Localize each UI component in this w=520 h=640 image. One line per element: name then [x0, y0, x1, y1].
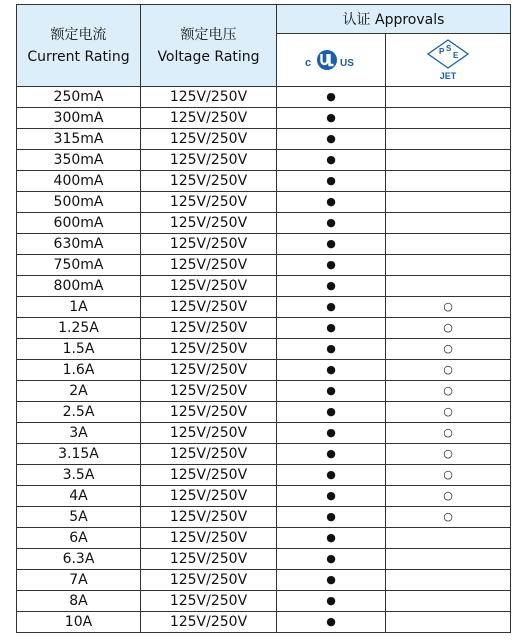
pse-approval-cell — [386, 150, 511, 171]
table-row — [17, 255, 511, 276]
voltage-rating-cell: 125V/250V — [141, 360, 277, 381]
cul-us-approval-cell: ● — [277, 108, 386, 129]
cul-us-approval-cell: ● — [277, 234, 386, 255]
cul-us-approval-cell: ● — [277, 528, 386, 549]
cul-us-letters: US — [340, 58, 354, 69]
voltage-rating-cell: 125V/250V — [141, 528, 277, 549]
table-row — [17, 192, 511, 213]
table-row — [17, 465, 511, 486]
pse-approval-cell: ○ — [386, 297, 511, 318]
cul-us-approval-cell: ● — [277, 360, 386, 381]
pse-approval-cell: ○ — [386, 360, 511, 381]
cul-us-approval-cell: ● — [277, 339, 386, 360]
voltage-rating-cell: 125V/250V — [141, 486, 277, 507]
current-rating-cell: 7A — [17, 570, 141, 591]
pse-jet-header — [386, 34, 511, 87]
voltage-rating-cell: 125V/250V — [141, 339, 277, 360]
cul-us-approval-cell: ● — [277, 381, 386, 402]
current-rating-cell: 6A — [17, 528, 141, 549]
voltage-rating-cell: 125V/250V — [141, 192, 277, 213]
voltage-rating-cell: 125V/250V — [141, 444, 277, 465]
pse-approval-cell: ○ — [386, 318, 511, 339]
current-rating-cn: 额定电流 — [50, 26, 107, 43]
cul-us-approval-cell: ● — [277, 129, 386, 150]
cul-us-approval-cell: ● — [277, 87, 386, 108]
voltage-rating-cell: 125V/250V — [141, 507, 277, 528]
cul-us-header — [277, 34, 386, 87]
pse-approval-cell: ○ — [386, 339, 511, 360]
current-rating-header — [17, 5, 141, 87]
table-row — [17, 339, 511, 360]
current-rating-cell: 3.5A — [17, 465, 141, 486]
table-row — [17, 486, 511, 507]
cul-c-letter: c — [305, 57, 312, 69]
current-rating-cell: 2A — [17, 381, 141, 402]
table-row — [17, 423, 511, 444]
current-rating-cell: 315mA — [17, 129, 141, 150]
pse-approval-cell: ○ — [386, 444, 511, 465]
cul-us-approval-cell: ● — [277, 192, 386, 213]
voltage-rating-header — [141, 5, 277, 87]
voltage-rating-cell: 125V/250V — [141, 318, 277, 339]
current-rating-cell: 3A — [17, 423, 141, 444]
table-row — [17, 108, 511, 129]
voltage-rating-cell: 125V/250V — [141, 612, 277, 633]
cul-us-approval-cell: ● — [277, 591, 386, 612]
voltage-rating-en: Voltage Rating — [157, 48, 260, 65]
voltage-rating-cell: 125V/250V — [141, 150, 277, 171]
current-rating-cell: 3.15A — [17, 444, 141, 465]
current-rating-cell: 400mA — [17, 171, 141, 192]
pse-approval-cell — [386, 108, 511, 129]
current-rating-cell: 350mA — [17, 150, 141, 171]
table-row — [17, 129, 511, 150]
pse-approval-cell — [386, 528, 511, 549]
pse-letter-e: E — [453, 51, 459, 60]
table-row — [17, 381, 511, 402]
current-rating-cell: 630mA — [17, 234, 141, 255]
cul-us-approval-cell: ● — [277, 486, 386, 507]
voltage-rating-cell: 125V/250V — [141, 255, 277, 276]
voltage-rating-cell: 125V/250V — [141, 276, 277, 297]
cul-us-approval-cell: ● — [277, 402, 386, 423]
current-rating-cell: 8A — [17, 591, 141, 612]
voltage-rating-cell: 125V/250V — [141, 171, 277, 192]
voltage-rating-cell: 125V/250V — [141, 381, 277, 402]
voltage-rating-cell: 125V/250V — [141, 591, 277, 612]
cul-us-approval-cell: ● — [277, 318, 386, 339]
ratings-table-body — [17, 87, 511, 633]
pse-approval-cell — [386, 255, 511, 276]
current-rating-cell: 750mA — [17, 255, 141, 276]
current-rating-cell: 300mA — [17, 108, 141, 129]
current-rating-cell: 1.5A — [17, 339, 141, 360]
cul-us-approval-cell: ● — [277, 171, 386, 192]
cul-us-approval-cell: ● — [277, 444, 386, 465]
pse-letter-p: P — [439, 47, 445, 56]
table-row — [17, 444, 511, 465]
current-rating-cell: 2.5A — [17, 402, 141, 423]
pse-approval-cell — [386, 213, 511, 234]
voltage-rating-cell: 125V/250V — [141, 549, 277, 570]
pse-approval-cell: ○ — [386, 507, 511, 528]
current-rating-cell: 4A — [17, 486, 141, 507]
voltage-rating-cell: 125V/250V — [141, 87, 277, 108]
cul-us-approval-cell: ● — [277, 570, 386, 591]
table-row — [17, 150, 511, 171]
cul-us-approval-cell: ● — [277, 213, 386, 234]
table-row — [17, 528, 511, 549]
voltage-rating-cell: 125V/250V — [141, 402, 277, 423]
cul-us-approval-cell: ● — [277, 549, 386, 570]
table-row — [17, 549, 511, 570]
table-row — [17, 591, 511, 612]
table-row — [17, 234, 511, 255]
pse-approval-cell: ○ — [386, 486, 511, 507]
voltage-rating-cell: 125V/250V — [141, 465, 277, 486]
pse-approval-cell — [386, 129, 511, 150]
pse-approval-cell — [386, 591, 511, 612]
current-rating-en: Current Rating — [27, 48, 130, 65]
ratings-table — [16, 4, 511, 633]
cul-us-approval-cell: ● — [277, 276, 386, 297]
current-rating-cell: 500mA — [17, 192, 141, 213]
pse-approval-cell: ○ — [386, 423, 511, 444]
cul-us-approval-cell: ● — [277, 255, 386, 276]
voltage-rating-cell: 125V/250V — [141, 108, 277, 129]
voltage-rating-cell: 125V/250V — [141, 129, 277, 150]
pse-approval-cell: ○ — [386, 465, 511, 486]
current-rating-cell: 800mA — [17, 276, 141, 297]
cul-us-approval-cell: ● — [277, 507, 386, 528]
voltage-rating-cell: 125V/250V — [141, 213, 277, 234]
pse-approval-cell — [386, 570, 511, 591]
pse-approval-cell — [386, 549, 511, 570]
table-row — [17, 276, 511, 297]
pse-approval-cell: ○ — [386, 381, 511, 402]
current-rating-cell: 6.3A — [17, 549, 141, 570]
pse-approval-cell — [386, 171, 511, 192]
current-rating-cell: 600mA — [17, 213, 141, 234]
voltage-rating-cn: 额定电压 — [180, 26, 237, 43]
cul-us-approval-cell: ● — [277, 297, 386, 318]
current-rating-cell: 10A — [17, 612, 141, 633]
table-row — [17, 360, 511, 381]
table-row — [17, 87, 511, 108]
table-row — [17, 570, 511, 591]
pse-approval-cell — [386, 87, 511, 108]
table-row — [17, 612, 511, 633]
table-row — [17, 171, 511, 192]
table-row — [17, 297, 511, 318]
pse-approval-cell — [386, 612, 511, 633]
table-row — [17, 507, 511, 528]
pse-approval-cell — [386, 276, 511, 297]
table-row — [17, 402, 511, 423]
pse-jet-mark-icon — [422, 38, 474, 82]
pse-approval-cell: ○ — [386, 402, 511, 423]
ratings-table-container — [16, 4, 510, 633]
current-rating-cell: 1A — [17, 297, 141, 318]
cul-us-mark-icon — [301, 48, 361, 72]
cul-us-approval-cell: ● — [277, 465, 386, 486]
current-rating-cell: 250mA — [17, 87, 141, 108]
cul-us-approval-cell: ● — [277, 423, 386, 444]
table-row — [17, 213, 511, 234]
pse-letter-s: S — [446, 44, 452, 53]
pse-jet-text: JET — [439, 71, 457, 81]
table-row — [17, 318, 511, 339]
pse-approval-cell — [386, 192, 511, 213]
voltage-rating-cell: 125V/250V — [141, 234, 277, 255]
voltage-rating-cell: 125V/250V — [141, 423, 277, 444]
current-rating-cell: 5A — [17, 507, 141, 528]
current-rating-cell: 1.25A — [17, 318, 141, 339]
cul-us-approval-cell: ● — [277, 150, 386, 171]
pse-approval-cell — [386, 234, 511, 255]
voltage-rating-cell: 125V/250V — [141, 570, 277, 591]
cul-us-approval-cell: ● — [277, 612, 386, 633]
current-rating-cell: 1.6A — [17, 360, 141, 381]
voltage-rating-cell: 125V/250V — [141, 297, 277, 318]
approvals-header: 认证 Approvals — [277, 5, 511, 34]
